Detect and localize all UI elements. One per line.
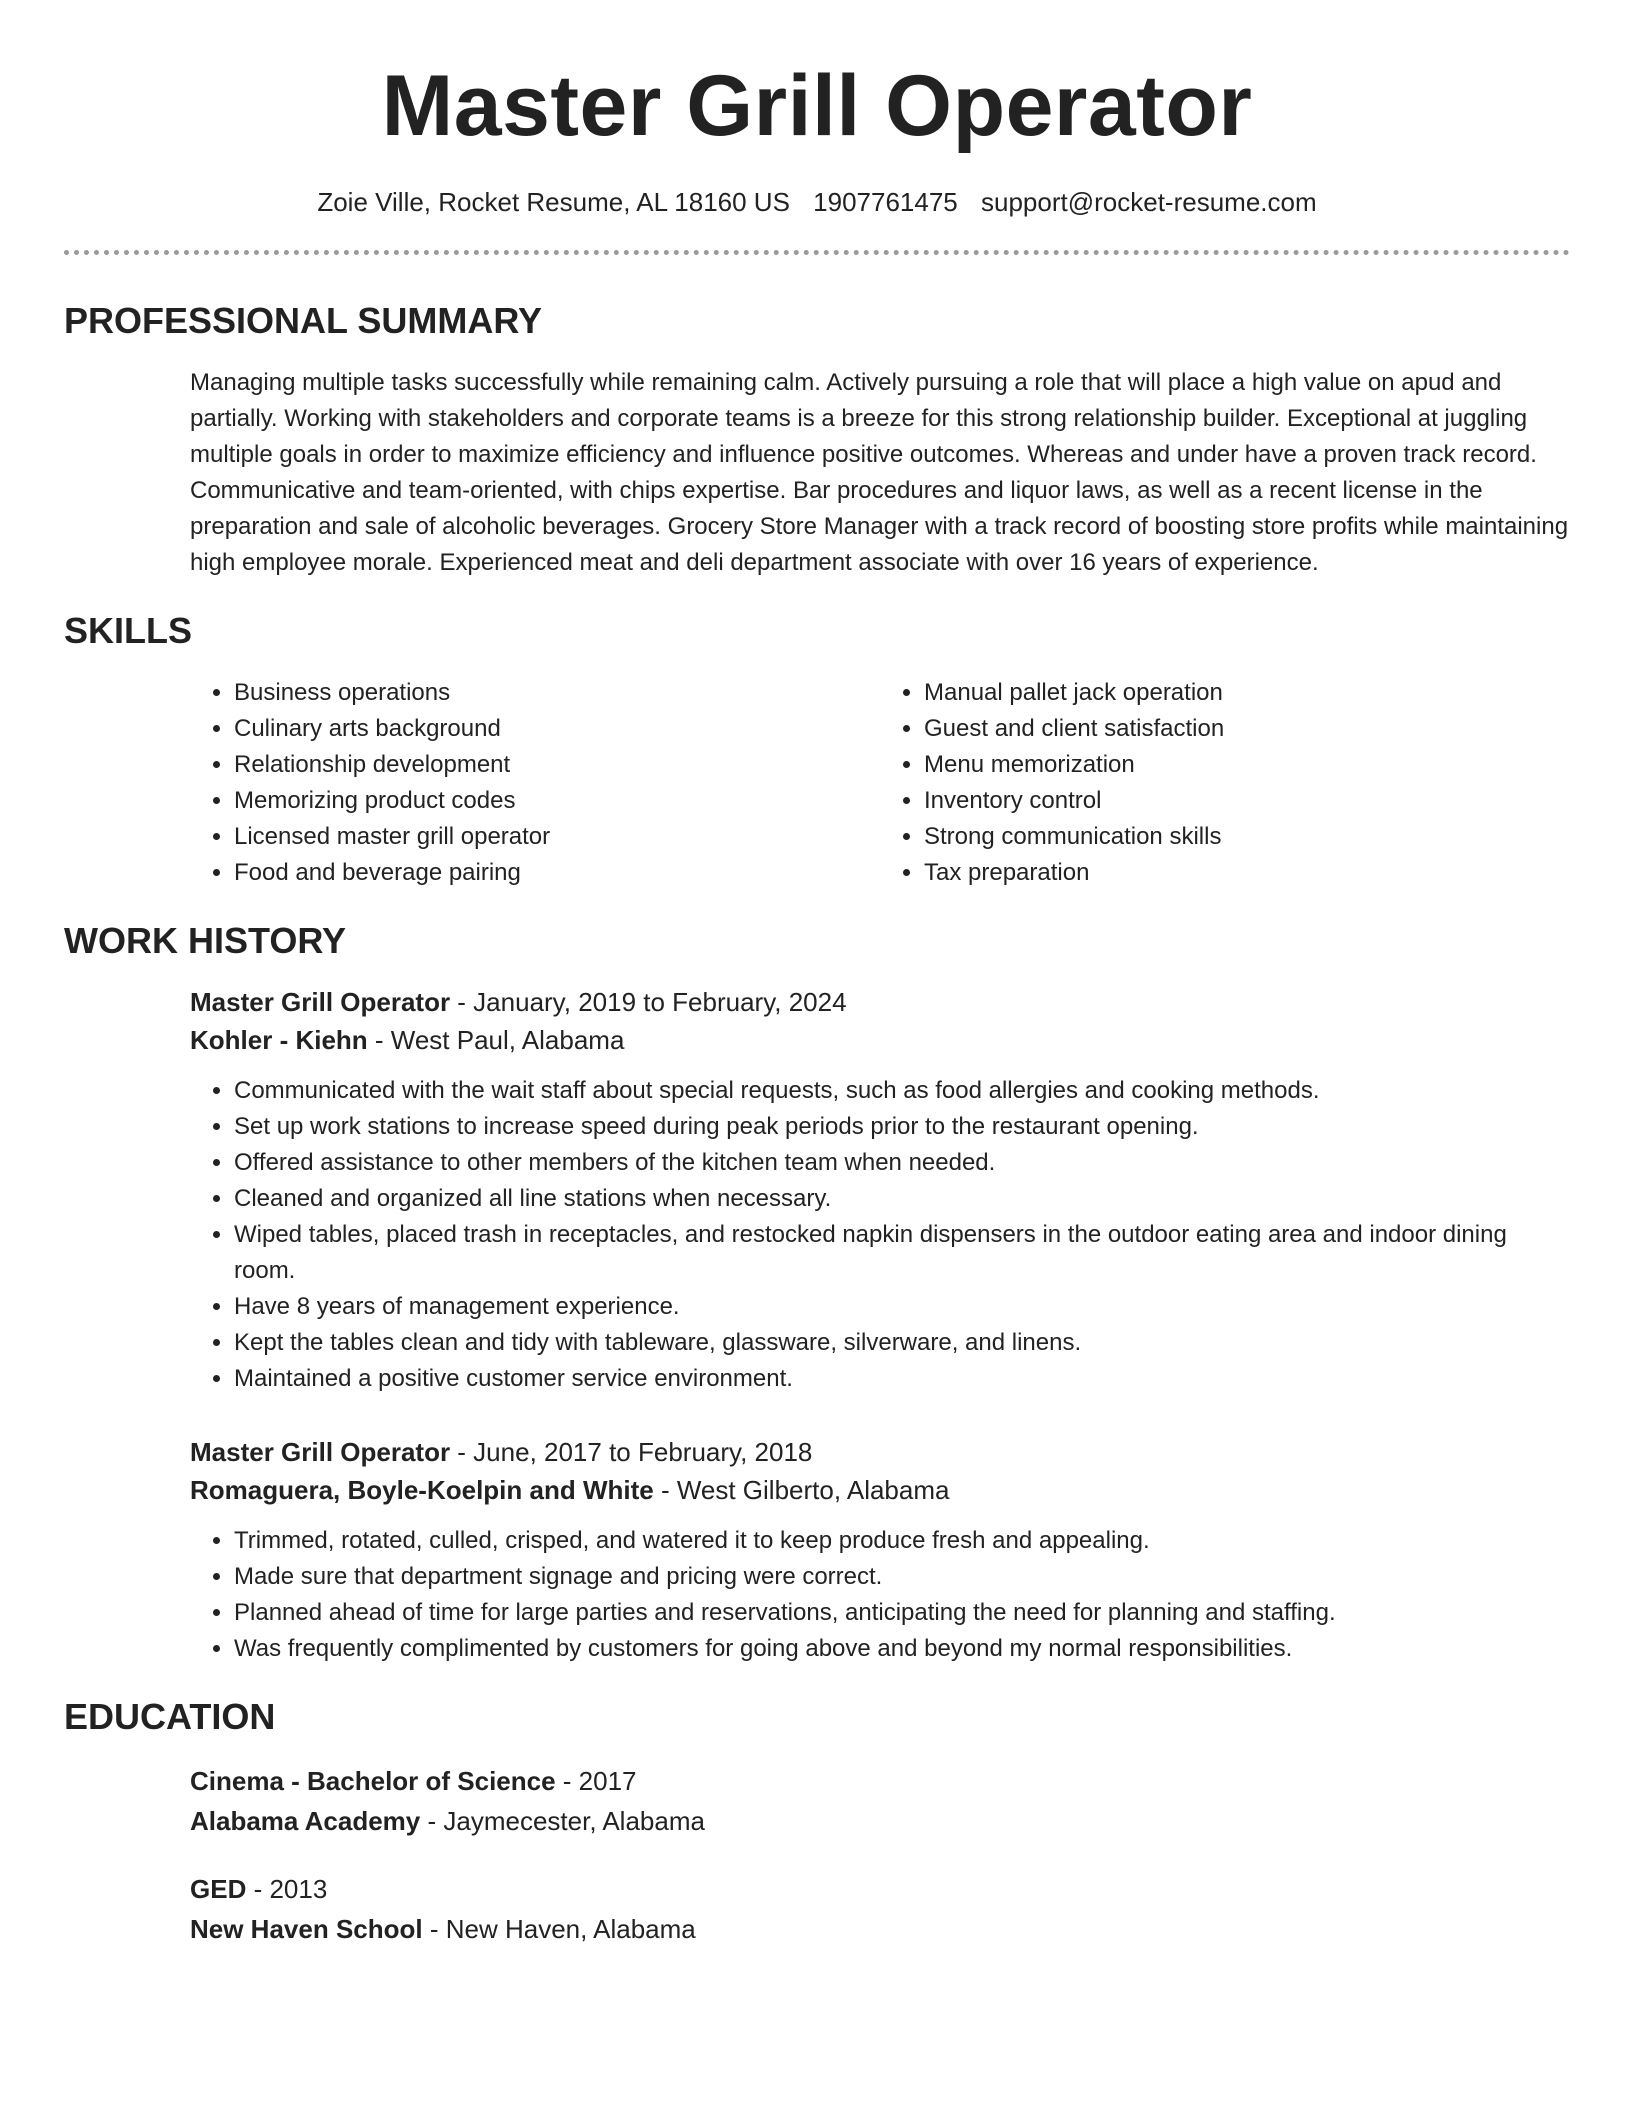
edu-school: New Haven School	[190, 1914, 423, 1944]
job-bullets	[190, 1523, 1570, 1667]
skills-section	[64, 609, 1570, 891]
job-bullet: • Offered assistance to other members of the kitchen team when needed.	[234, 1145, 1570, 1181]
job-bullet: • Have 8 years of management experience.	[234, 1289, 1570, 1325]
job-dates: - June, 2017 to February, 2018	[450, 1437, 813, 1467]
education-entry	[190, 1869, 1570, 1949]
work-title: WORK HISTORY	[64, 920, 347, 961]
skill-item: • Manual pallet jack operation	[924, 675, 1570, 711]
summary-body	[190, 365, 1570, 581]
edu-school: Alabama Academy	[190, 1806, 421, 1836]
skill-item: • Guest and client satisfaction	[924, 711, 1570, 747]
job-company-line	[190, 1471, 1570, 1509]
skill-item: • Inventory control	[924, 783, 1570, 819]
edu-year: - 2013	[246, 1874, 328, 1904]
contact-line	[64, 184, 1570, 220]
skills-right-list	[880, 675, 1570, 891]
education-section	[64, 1695, 1570, 1949]
job-role: Master Grill Operator	[190, 1437, 451, 1467]
summary-text: Managing multiple tasks successfully while remaining calm. Actively pursuing a role that will place a high value on apud and partially. Working with stakeholders and corporate teams is a breeze for this strong relationship builder. Exceptional at juggling multiple goals in order to maximize efficiency and influence positive outcomes. Whereas and under have a proven track record. Communicative and team-oriented, with chips expertise. Bar procedures and liquor laws, as well as a recent license in the preparation and sale of alcoholic beverages. Grocery Store Manager with a track record of boosting store profits while maintaining high employee morale. Experienced meat and deli department associate with over 16 years of experience.	[190, 369, 1569, 576]
edu-degree-line	[190, 1869, 1570, 1909]
skill-item: • Licensed master grill operator	[234, 819, 880, 855]
job-dates: - January, 2019 to February, 2024	[450, 987, 847, 1017]
summary-title: PROFESSIONAL SUMMARY	[64, 300, 543, 341]
skill-item: • Strong communication skills	[924, 819, 1570, 855]
job-company: Romaguera, Boyle-Koelpin and White	[190, 1475, 654, 1505]
job-location: - West Gilberto, Alabama	[653, 1475, 950, 1505]
skill-item: • Relationship development	[234, 747, 880, 783]
edu-location: - New Haven, Alabama	[422, 1914, 696, 1944]
job-bullet: • Maintained a positive customer service environment.	[234, 1361, 1570, 1397]
job-location: - West Paul, Alabama	[367, 1025, 625, 1055]
skills-grid	[190, 675, 1570, 891]
job-bullet: • Was frequently complimented by customers for going above and beyond my normal responsibilities.	[234, 1631, 1570, 1667]
skill-item: • Memorizing product codes	[234, 783, 880, 819]
resume-name: Master Grill Operator	[381, 58, 1253, 154]
job-bullet: • Made sure that department signage and pricing were correct.	[234, 1559, 1570, 1595]
job-title-line	[190, 983, 1570, 1021]
job-company-line	[190, 1021, 1570, 1059]
job-bullet: • Wiped tables, placed trash in receptacles, and restocked napkin dispensers in the outdoor eating area and indoor dining room.	[234, 1217, 1570, 1289]
edu-degree-line	[190, 1761, 1570, 1801]
contact-email: support@rocket-resume.com	[981, 187, 1317, 217]
skill-item: • Tax preparation	[924, 855, 1570, 891]
edu-location: - Jaymecester, Alabama	[420, 1806, 705, 1836]
job-title-line	[190, 1433, 1570, 1471]
contact-phone: 1907761475	[813, 187, 958, 217]
job-bullet: • Cleaned and organized all line stations when necessary.	[234, 1181, 1570, 1217]
education-entry	[190, 1761, 1570, 1841]
education-title: EDUCATION	[64, 1696, 276, 1737]
job-entry	[190, 1433, 1570, 1667]
job-bullets	[190, 1073, 1570, 1397]
edu-year: - 2017	[555, 1766, 637, 1796]
summary-section	[64, 299, 1570, 581]
skill-item: • Menu memorization	[924, 747, 1570, 783]
skill-item: • Culinary arts background	[234, 711, 880, 747]
job-bullet: • Planned ahead of time for large parties and reservations, anticipating the need for planning and staffing.	[234, 1595, 1570, 1631]
job-company: Kohler - Kiehn	[190, 1025, 368, 1055]
edu-degree: GED	[190, 1874, 247, 1904]
skill-item: • Business operations	[234, 675, 880, 711]
resume-page	[64, 0, 1570, 1949]
skills-left-list	[190, 675, 880, 891]
edu-school-line	[190, 1909, 1570, 1949]
job-bullet: • Kept the tables clean and tidy with tableware, glassware, silverware, and linens.	[234, 1325, 1570, 1361]
skills-title: SKILLS	[64, 610, 193, 651]
skill-item: • Food and beverage pairing	[234, 855, 880, 891]
contact-address: Zoie Ville, Rocket Resume, AL 18160 US	[317, 187, 790, 217]
job-entry	[190, 983, 1570, 1397]
edu-school-line	[190, 1801, 1570, 1841]
job-role: Master Grill Operator	[190, 987, 451, 1017]
header-divider	[64, 250, 1570, 255]
job-bullet: • Communicated with the wait staff about special requests, such as food allergies and cooking methods.	[234, 1073, 1570, 1109]
work-section	[64, 919, 1570, 1667]
job-bullet: • Trimmed, rotated, culled, crisped, and watered it to keep produce fresh and appealing.	[234, 1523, 1570, 1559]
job-bullet: • Set up work stations to increase speed during peak periods prior to the restaurant opening.	[234, 1109, 1570, 1145]
edu-degree: Cinema - Bachelor of Science	[190, 1766, 556, 1796]
